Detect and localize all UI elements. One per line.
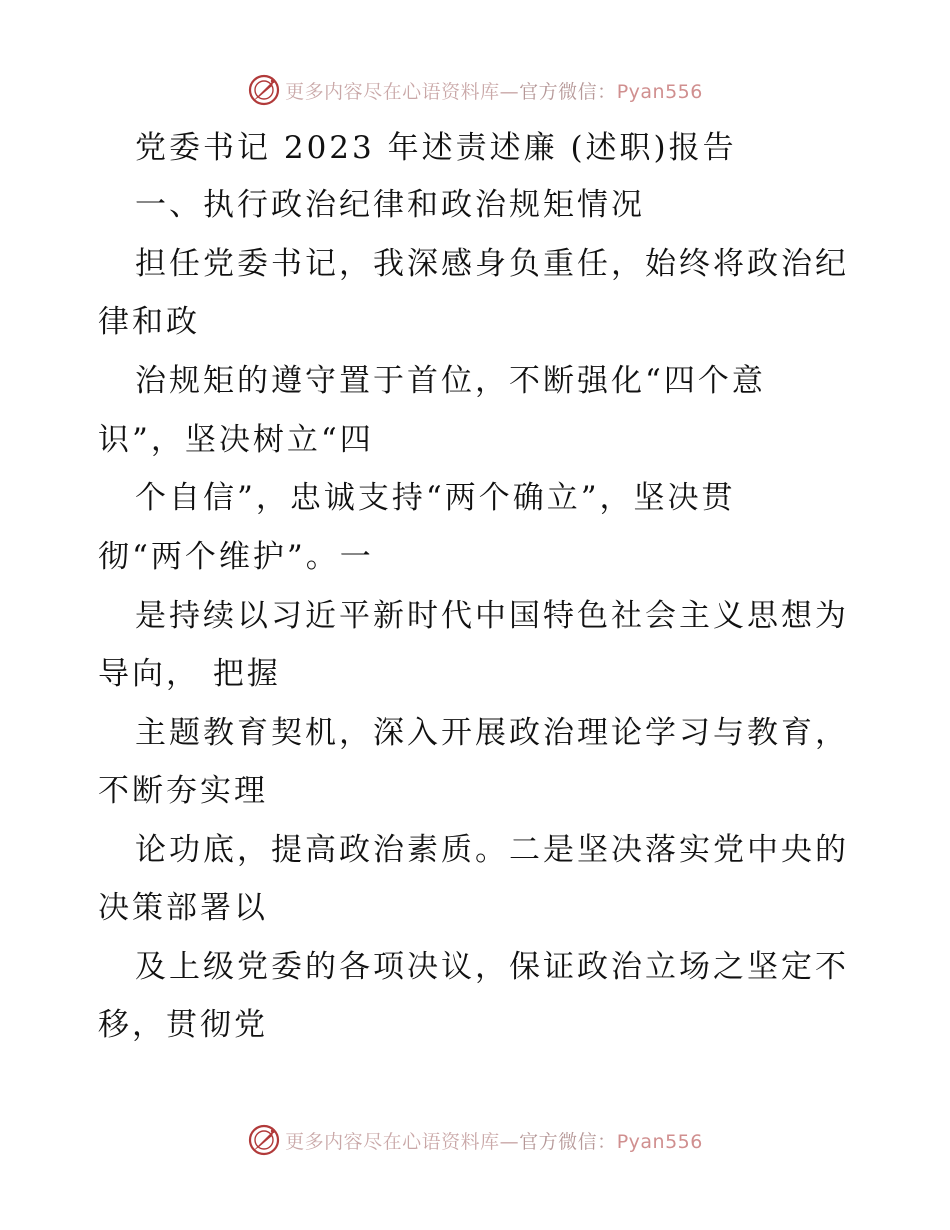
- paragraph-line: 治规矩的遵守置于首位，不断强化“四个意: [135, 363, 766, 399]
- watermark-site-text: 更多内容尽在心语资料库: [285, 80, 500, 103]
- paragraph-line: 及上级党委的各项决议，保证政治立场之坚定不: [135, 949, 849, 985]
- document-title: 党委书记 2023 年述责述廉 (述职)报告: [135, 130, 737, 166]
- watermark-wechat-label: 官方微信：: [519, 80, 617, 103]
- watermark-text: [285, 77, 703, 104]
- watermark-wechat-id: Pyan556: [616, 80, 703, 103]
- watermark-separator: —: [499, 80, 520, 103]
- watermark-text: [285, 1127, 703, 1154]
- paragraph-line: 论功底，提高政治素质。二是坚决落实党中央的: [135, 832, 849, 868]
- paragraph-line: 识”，坚决树立“四: [98, 422, 374, 458]
- paragraph-line: 决策部署以: [98, 890, 268, 926]
- paragraph-line: 不断夯实理: [98, 773, 268, 809]
- watermark-content: [247, 1123, 703, 1157]
- paragraph-line: 导向， 把握: [98, 656, 281, 692]
- section-heading: 一、执行政治纪律和政治规矩情况: [135, 187, 645, 223]
- watermark-wechat-id: Pyan556: [616, 1130, 703, 1153]
- paragraph-line: 担任党委书记，我深感身负重任，始终将政治纪: [135, 246, 849, 282]
- quill-logo-icon: [247, 1123, 281, 1157]
- paragraph-line: 个自信”，忠诚支持“两个确立”，坚决贯: [135, 480, 736, 516]
- watermark-wechat-label: 官方微信：: [519, 1130, 617, 1153]
- watermark-content: [247, 73, 703, 107]
- watermark-separator: —: [499, 1130, 520, 1153]
- paragraph-line: 律和政: [98, 304, 200, 340]
- footer-watermark: [0, 1120, 950, 1160]
- paragraph-line: 是持续以习近平新时代中国特色社会主义思想为: [135, 598, 849, 634]
- quill-logo-icon: [247, 73, 281, 107]
- paragraph-line: 彻“两个维护”。一: [98, 539, 374, 575]
- watermark-site-text: 更多内容尽在心语资料库: [285, 1130, 500, 1153]
- paragraph-line: 主题教育契机，深入开展政治理论学习与教育，: [135, 715, 849, 751]
- header-watermark: [0, 70, 950, 110]
- paragraph-line: 移，贯彻党: [98, 1007, 268, 1043]
